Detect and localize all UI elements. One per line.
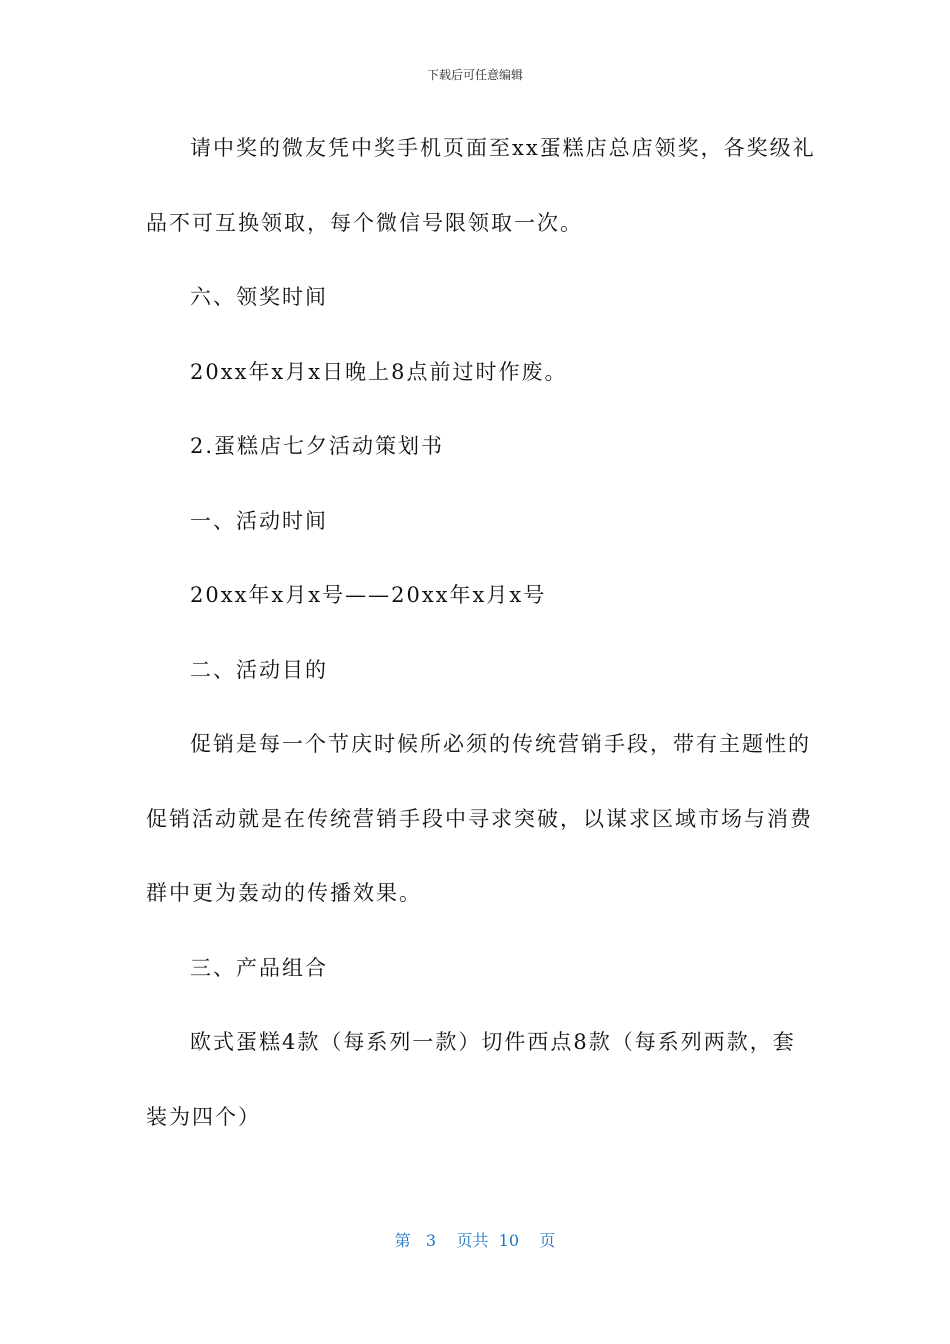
- document-body: [146, 128, 816, 1171]
- paragraph-line: 品不可互换领取，每个微信号限领取一次。: [146, 210, 583, 235]
- paragraph-line: 欧式蛋糕4款（每系列一款）切件西点8款（每系列两款，套: [190, 1030, 796, 1054]
- section-heading: 一、活动时间: [190, 508, 328, 533]
- page-prefix: 第: [394, 1231, 411, 1250]
- paragraph-line: 20xx年x月x号——20xx年x月x号: [190, 583, 547, 607]
- page-footer: [0, 1228, 950, 1251]
- page-total-number: 10: [498, 1231, 519, 1250]
- document-title: 2.蛋糕店七夕活动策划书: [190, 434, 445, 458]
- paragraph-line: 促销活动就是在传统营销手段中寻求突破，以谋求区域市场与消费: [146, 806, 813, 831]
- section-heading: 三、产品组合: [190, 955, 328, 980]
- paragraph-line: 请中奖的微友凭中奖手机页面至xx蛋糕店总店领奖，各奖级礼: [190, 136, 816, 160]
- section-heading: 二、活动目的: [190, 657, 328, 682]
- paragraph-line: 装为四个）: [146, 1104, 261, 1129]
- paragraph-line: 促销是每一个节庆时候所必须的传统营销手段，带有主题性的: [190, 732, 811, 756]
- paragraph-line: 群中更为轰动的传播效果。: [146, 881, 422, 905]
- paragraph-line: 20xx年x月x日晚上8点前过时作废。: [190, 359, 568, 384]
- page-mid-text: 页共: [456, 1231, 489, 1250]
- page-current-number: 3: [425, 1231, 437, 1250]
- page-header: 下载后可任意编辑: [426, 68, 523, 82]
- section-heading: 六、领奖时间: [190, 285, 328, 309]
- page-suffix: 页: [539, 1231, 556, 1250]
